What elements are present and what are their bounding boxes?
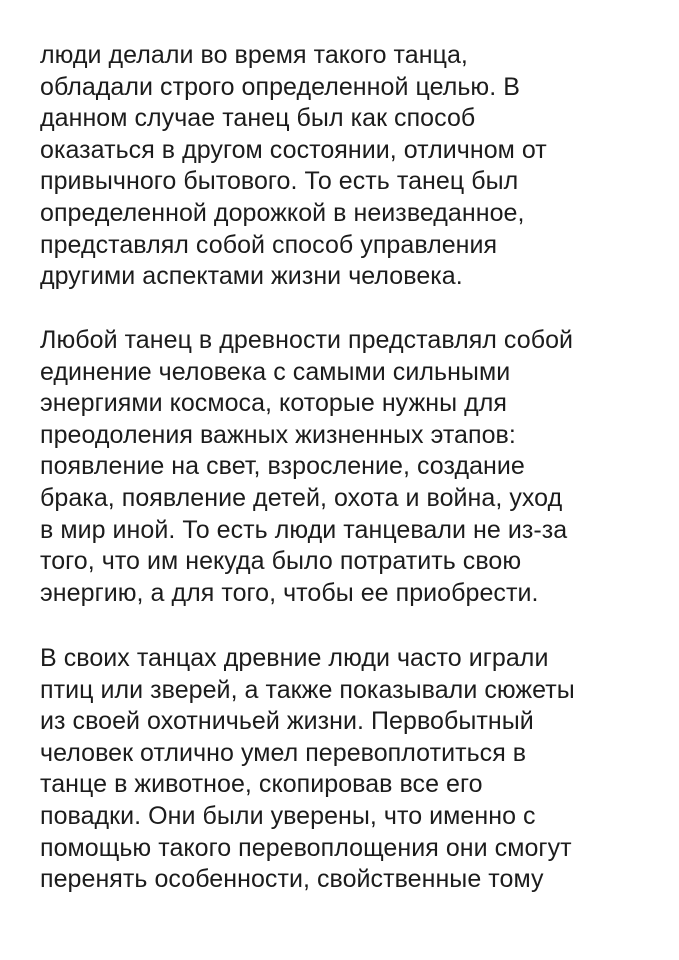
text-line: оказаться в другом состоянии, отличном от: [40, 135, 547, 164]
text-line: В своих танцах древние люди часто играли: [40, 644, 549, 672]
text-line: брака, появление детей, охота и война, уход: [40, 483, 563, 512]
text-line: Любой танец в древности представлял собой: [40, 326, 574, 354]
text-line: перенять особенности, свойственные тому: [40, 865, 544, 894]
text-line: того, что им некуда было потратить свою: [40, 547, 522, 576]
text-line: определенной дорожкой в неизведанное,: [40, 198, 525, 227]
text-line: представлял собой способ управления: [40, 230, 498, 259]
paragraph-2: [40, 325, 660, 609]
text-line: в мир иной. То есть люди танцевали не из-за: [40, 515, 568, 544]
text-line: люди делали во время такого танца,: [40, 41, 468, 69]
text-line: танце в животное, скопировав все его: [40, 770, 483, 799]
text-line: данном случае танец был как способ: [40, 104, 476, 133]
text-line: другими аспектами жизни человека.: [40, 262, 463, 291]
text-line: птиц или зверей, а также показывали сюжеты: [40, 675, 575, 704]
text-line: из своей охотничьей жизни. Первобытный: [40, 707, 534, 736]
text-line: обладали строго определенной целью. В: [40, 72, 520, 101]
text-line: привычного бытового. То есть танец был: [40, 167, 519, 196]
text-line: повадки. Они были уверены, что именно с: [40, 801, 536, 830]
text-line: энергию, а для того, чтобы ее приобрести.: [40, 578, 539, 607]
paragraph-1: [40, 40, 660, 293]
paragraph-3: [40, 643, 660, 896]
text-line: появление на свет, взросление, создание: [40, 452, 525, 481]
text-line: единение человека с самыми сильными: [40, 357, 511, 386]
text-line: преодоления важных жизненных этапов:: [40, 420, 516, 449]
text-line: человек отлично умел перевоплотиться в: [40, 738, 527, 767]
text-line: энергиями космоса, которые нужны для: [40, 389, 508, 418]
text-line: помощью такого перевоплощения они смогут: [40, 833, 572, 862]
